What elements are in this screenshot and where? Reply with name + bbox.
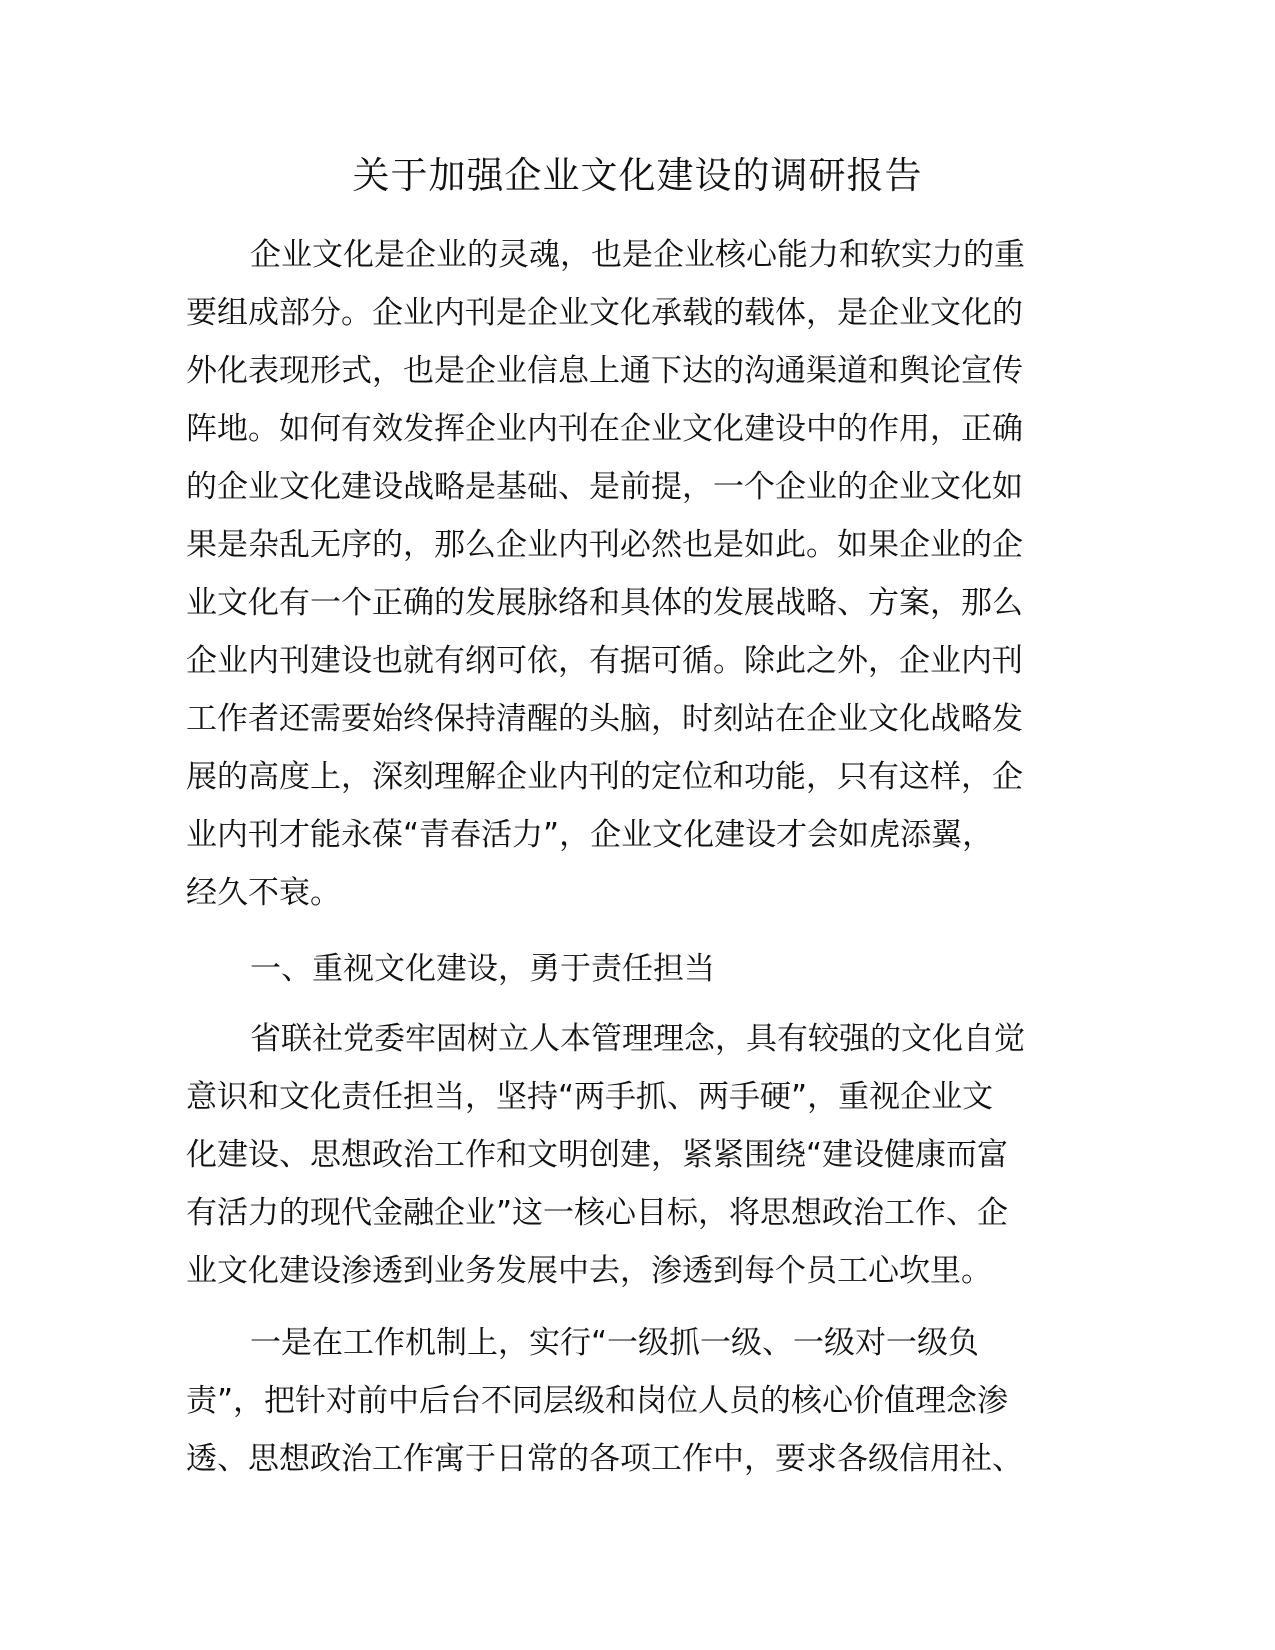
text-line: 业文化有一个正确的发展脉络和具体的发展战略、方案，那么 — [186, 585, 1023, 621]
text-line: 的企业文化建设战略是基础、是前提，一个企业的企业文化如 — [186, 469, 1023, 505]
text-line: 有活力的现代金融企业”这一核心目标，将思想政治工作、企 — [186, 1195, 1009, 1231]
text-line: 企业文化是企业的灵魂，也是企业核心能力和软实力的重 — [250, 237, 1025, 273]
text-line: 外化表现形式，也是企业信息上通下达的沟通渠道和舆论宣传 — [186, 353, 1023, 389]
paragraph-section-one — [186, 1010, 1089, 1300]
text-line: 透、思想政治工作寓于日常的各项工作中，要求各级信用社、 — [186, 1441, 1023, 1477]
text-line: 业内刊才能永葆“青春活力”，企业文化建设才会如虎添翼， — [186, 817, 994, 853]
section-heading — [186, 940, 1089, 998]
document-title: 关于加强企业文化建设的调研报告 — [352, 154, 923, 197]
paragraph-intro — [186, 226, 1089, 922]
text-line: 责”，把针对前中后台不同层级和岗位人员的核心价值理念渗 — [186, 1383, 1009, 1419]
text-line: 展的高度上，深刻理解企业内刊的定位和功能，只有这样，企 — [186, 759, 1023, 795]
section-heading-text: 一、重视文化建设，勇于责任担当 — [250, 951, 715, 987]
text-line: 化建设、思想政治工作和文明创建，紧紧围绕“建设健康而富 — [186, 1137, 1009, 1173]
text-line: 意识和文化责任担当，坚持“两手抓、两手硬”，重视企业文 — [186, 1079, 994, 1115]
text-line: 工作者还需要始终保持清醒的头脑，时刻站在企业文化战略发 — [186, 701, 1023, 737]
paragraph-mechanism — [186, 1314, 1089, 1488]
text-line: 阵地。如何有效发挥企业内刊在企业文化建设中的作用，正确 — [186, 411, 1023, 447]
text-line: 一是在工作机制上，实行“一级抓一级、一级对一级负 — [250, 1325, 980, 1361]
text-line: 经久不衰。 — [186, 875, 341, 911]
text-line: 省联社党委牢固树立人本管理理念，具有较强的文化自觉 — [250, 1021, 1025, 1057]
text-line: 企业内刊建设也就有纲可依，有据可循。除此之外，企业内刊 — [186, 643, 1023, 679]
text-line: 果是杂乱无序的，那么企业内刊必然也是如此。如果企业的企 — [186, 527, 1023, 563]
text-line: 要组成部分。企业内刊是企业文化承载的载体，是企业文化的 — [186, 295, 1023, 331]
text-line: 业文化建设渗透到业务发展中去，渗透到每个员工心坎里。 — [186, 1253, 992, 1289]
